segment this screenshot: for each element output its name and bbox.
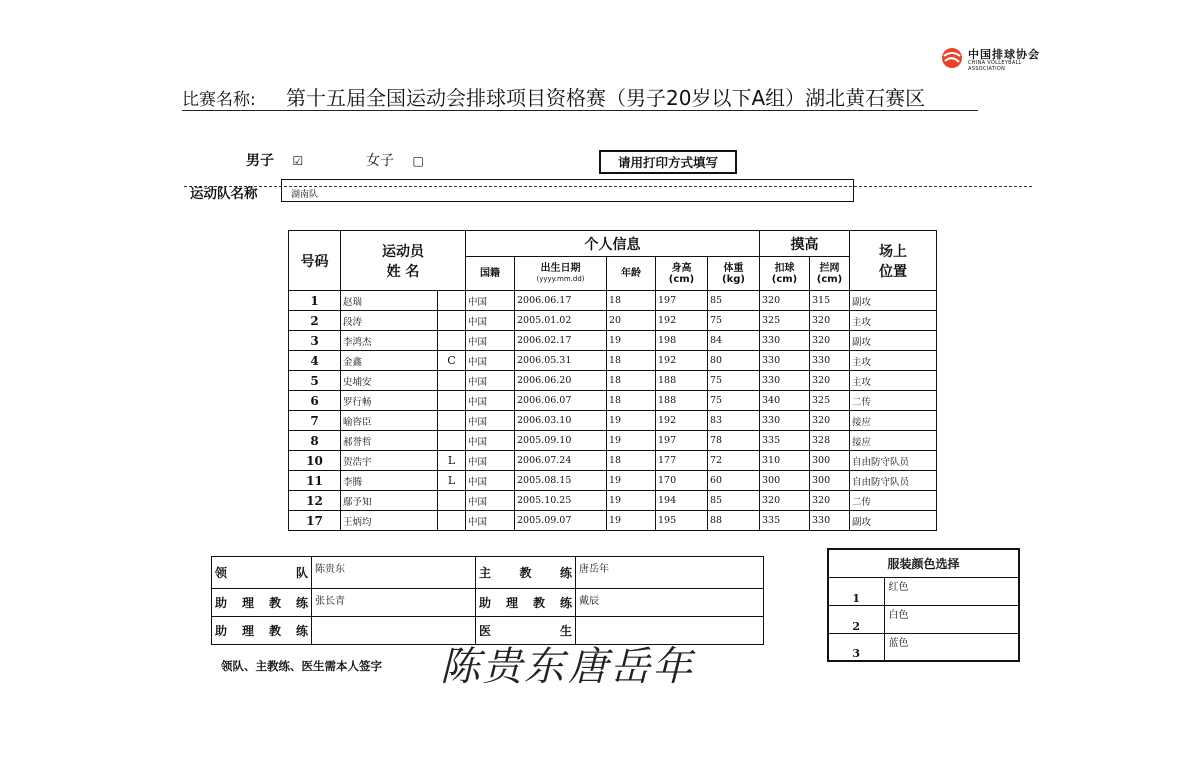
- header-athlete: [341, 231, 466, 291]
- player-birth-date[interactable]: 2006.06.07: [515, 391, 607, 411]
- logo-text: 中国排球协会: [968, 48, 1040, 61]
- player-weight[interactable]: 83: [708, 411, 760, 431]
- table-row: [289, 311, 937, 331]
- player-number[interactable]: 1: [289, 291, 341, 311]
- player-number[interactable]: 12: [289, 491, 341, 511]
- team-name-label: 运动队名称: [190, 186, 258, 202]
- player-name[interactable]: 史埔安: [341, 371, 438, 391]
- header-height-unit: (cm): [668, 273, 695, 285]
- table-row: [289, 511, 937, 531]
- header-block-label: 拦网: [819, 262, 840, 274]
- player-age[interactable]: 18: [607, 291, 656, 311]
- player-weight[interactable]: 75: [708, 391, 760, 411]
- player-weight[interactable]: 85: [708, 291, 760, 311]
- color-option-number: 1: [828, 577, 884, 605]
- player-nationality[interactable]: 中国: [466, 431, 515, 451]
- color-option-number: 3: [828, 633, 884, 661]
- player-age[interactable]: 18: [607, 391, 656, 411]
- player-number[interactable]: 8: [289, 431, 341, 451]
- player-role-mark[interactable]: [438, 511, 466, 531]
- leader-label: 领 队: [212, 557, 312, 589]
- player-name[interactable]: 喻咨臣: [341, 411, 438, 431]
- association-logo: [940, 46, 1060, 72]
- player-position[interactable]: 接应: [850, 411, 937, 431]
- header-nationality: 国籍: [466, 257, 515, 291]
- player-nationality[interactable]: 中国: [466, 411, 515, 431]
- header-age: 年龄: [607, 257, 656, 291]
- player-spike-reach[interactable]: 330: [760, 351, 810, 371]
- player-height[interactable]: 197: [656, 431, 708, 451]
- table-row: [289, 371, 937, 391]
- player-block-reach[interactable]: 320: [810, 331, 850, 351]
- player-block-reach[interactable]: 320: [810, 411, 850, 431]
- player-nationality[interactable]: 中国: [466, 471, 515, 491]
- player-height[interactable]: 177: [656, 451, 708, 471]
- player-spike-reach[interactable]: 325: [760, 311, 810, 331]
- leader-signature: 陈贵东: [440, 644, 566, 690]
- head-coach-name-field[interactable]: 唐岳年: [576, 557, 764, 589]
- table-row: [289, 431, 937, 451]
- header-weight: [708, 257, 760, 291]
- player-birth-date[interactable]: 2005.01.02: [515, 311, 607, 331]
- player-birth-date[interactable]: 2006.07.24: [515, 451, 607, 471]
- player-weight[interactable]: 72: [708, 451, 760, 471]
- player-position[interactable]: 主攻: [850, 371, 937, 391]
- player-position[interactable]: 主攻: [850, 311, 937, 331]
- player-number[interactable]: 7: [289, 411, 341, 431]
- player-spike-reach[interactable]: 310: [760, 451, 810, 471]
- player-spike-reach[interactable]: 335: [760, 511, 810, 531]
- player-name[interactable]: 李腾: [341, 471, 438, 491]
- player-age[interactable]: 20: [607, 311, 656, 331]
- player-position[interactable]: 自由防守队员: [850, 451, 937, 471]
- table-row: [289, 491, 937, 511]
- player-name[interactable]: 李鸿杰: [341, 331, 438, 351]
- head-coach-signature: 唐岳年: [568, 644, 694, 690]
- uniform-color-table: [827, 548, 1020, 662]
- player-height[interactable]: 192: [656, 351, 708, 371]
- player-spike-reach[interactable]: 340: [760, 391, 810, 411]
- player-birth-date[interactable]: 2006.06.17: [515, 291, 607, 311]
- header-position-line2: 位置: [879, 263, 907, 280]
- player-age[interactable]: 19: [607, 511, 656, 531]
- header-spike: [760, 257, 810, 291]
- header-personal-info: 个人信息: [466, 231, 760, 257]
- player-spike-reach[interactable]: 335: [760, 431, 810, 451]
- male-checkbox[interactable]: ☑: [292, 154, 304, 168]
- header-block-unit: (cm): [816, 273, 843, 285]
- player-number[interactable]: 2: [289, 311, 341, 331]
- player-block-reach[interactable]: 320: [810, 311, 850, 331]
- roster-table: [288, 230, 937, 531]
- head-coach-label: 主 教 练: [476, 557, 576, 589]
- color-option-number: 2: [828, 605, 884, 633]
- player-height[interactable]: 192: [656, 311, 708, 331]
- player-nationality[interactable]: 中国: [466, 311, 515, 331]
- assistant-coach-2-label: 助 理 教 练: [476, 589, 576, 617]
- player-block-reach[interactable]: 300: [810, 451, 850, 471]
- competition-name-label: 比赛名称:: [182, 90, 256, 110]
- logo-subtext: CHINA VOLLEYBALL ASSOCIATION: [968, 60, 1022, 72]
- player-block-reach[interactable]: 330: [810, 511, 850, 531]
- player-number[interactable]: 3: [289, 331, 341, 351]
- player-position[interactable]: 副攻: [850, 291, 937, 311]
- player-name[interactable]: 鄢予知: [341, 491, 438, 511]
- player-age[interactable]: 19: [607, 411, 656, 431]
- player-role-mark[interactable]: L: [438, 471, 466, 491]
- leader-name-field[interactable]: 陈贵东: [312, 557, 476, 589]
- player-spike-reach[interactable]: 330: [760, 371, 810, 391]
- assistant-coach-3-label: 助 理 教 练: [212, 617, 312, 645]
- assistant-coach-label: 助 理 教 练: [212, 589, 312, 617]
- player-weight[interactable]: 84: [708, 331, 760, 351]
- player-nationality[interactable]: 中国: [466, 511, 515, 531]
- header-birth-date: [515, 257, 607, 291]
- player-height[interactable]: 188: [656, 371, 708, 391]
- player-nationality[interactable]: 中国: [466, 291, 515, 311]
- player-number[interactable]: 17: [289, 511, 341, 531]
- player-age[interactable]: 19: [607, 491, 656, 511]
- signature-instruction: 领队、主教练、医生需本人签字: [221, 659, 382, 673]
- player-height[interactable]: 195: [656, 511, 708, 531]
- player-nationality[interactable]: 中国: [466, 491, 515, 511]
- player-weight[interactable]: 78: [708, 431, 760, 451]
- player-weight[interactable]: 80: [708, 351, 760, 371]
- player-role-mark[interactable]: L: [438, 451, 466, 471]
- team-name-field[interactable]: 湖南队: [281, 179, 854, 202]
- player-role-mark[interactable]: [438, 391, 466, 411]
- player-position[interactable]: 自由防守队员: [850, 471, 937, 491]
- player-weight[interactable]: 60: [708, 471, 760, 491]
- player-role-mark[interactable]: [438, 311, 466, 331]
- header-position: [850, 231, 937, 291]
- player-height[interactable]: 192: [656, 411, 708, 431]
- table-row: [289, 451, 937, 471]
- header-birth-date-label: 出生日期: [540, 262, 581, 274]
- player-position[interactable]: 主攻: [850, 351, 937, 371]
- player-block-reach[interactable]: 300: [810, 471, 850, 491]
- player-birth-date[interactable]: 2006.06.20: [515, 371, 607, 391]
- gender-male: [246, 150, 303, 170]
- player-age[interactable]: 19: [607, 431, 656, 451]
- player-nationality[interactable]: 中国: [466, 331, 515, 351]
- player-number[interactable]: 6: [289, 391, 341, 411]
- player-age[interactable]: 18: [607, 371, 656, 391]
- table-row: [289, 391, 937, 411]
- player-weight[interactable]: 88: [708, 511, 760, 531]
- color-option-value[interactable]: 蓝色: [884, 633, 1019, 661]
- doctor-label: 医 生: [476, 617, 576, 645]
- female-label: 女子: [366, 153, 394, 169]
- player-weight[interactable]: 85: [708, 491, 760, 511]
- player-role-mark[interactable]: C: [438, 351, 466, 371]
- table-row: [289, 331, 937, 351]
- player-block-reach[interactable]: 320: [810, 491, 850, 511]
- header-position-line1: 场上: [879, 243, 907, 260]
- header-spike-unit: (cm): [771, 273, 798, 285]
- title-underline: [182, 110, 978, 111]
- player-number[interactable]: 11: [289, 471, 341, 491]
- player-nationality[interactable]: 中国: [466, 451, 515, 471]
- player-height[interactable]: 198: [656, 331, 708, 351]
- player-spike-reach[interactable]: 320: [760, 491, 810, 511]
- player-weight[interactable]: 75: [708, 371, 760, 391]
- volleyball-logo-icon: [940, 46, 964, 70]
- color-option-value[interactable]: 红色: [884, 577, 1019, 605]
- header-reach: 摸高: [760, 231, 850, 257]
- header-height-label: 身高: [671, 262, 692, 274]
- player-birth-date[interactable]: 2005.09.10: [515, 431, 607, 451]
- table-row: [289, 411, 937, 431]
- player-nationality[interactable]: 中国: [466, 391, 515, 411]
- player-age[interactable]: 19: [607, 331, 656, 351]
- player-role-mark[interactable]: [438, 291, 466, 311]
- player-birth-date[interactable]: 2005.08.15: [515, 471, 607, 491]
- player-role-mark[interactable]: [438, 331, 466, 351]
- player-spike-reach[interactable]: 330: [760, 411, 810, 431]
- header-birth-date-format: (yyyy.mm.dd): [536, 274, 585, 283]
- table-row: [289, 351, 937, 371]
- assistant-coach-name-field[interactable]: 张长青: [312, 589, 476, 617]
- player-block-reach[interactable]: 330: [810, 351, 850, 371]
- player-position[interactable]: 副攻: [850, 511, 937, 531]
- header-number: 号码: [289, 231, 341, 291]
- player-birth-date[interactable]: 2005.10.25: [515, 491, 607, 511]
- player-name[interactable]: 段涛: [341, 311, 438, 331]
- player-age[interactable]: 19: [607, 471, 656, 491]
- player-block-reach[interactable]: 328: [810, 431, 850, 451]
- player-nationality[interactable]: 中国: [466, 351, 515, 371]
- player-role-mark[interactable]: [438, 431, 466, 451]
- player-weight[interactable]: 75: [708, 311, 760, 331]
- header-height: [656, 257, 708, 291]
- header-spike-label: 扣球: [774, 262, 795, 274]
- player-birth-date[interactable]: 2006.02.17: [515, 331, 607, 351]
- player-name[interactable]: 贺浩宇: [341, 451, 438, 471]
- player-birth-date[interactable]: 2005.09.07: [515, 511, 607, 531]
- staff-table: [211, 556, 764, 645]
- player-name[interactable]: 罗行畅: [341, 391, 438, 411]
- color-option-value[interactable]: 白色: [884, 605, 1019, 633]
- player-birth-date[interactable]: 2006.03.10: [515, 411, 607, 431]
- player-age[interactable]: 18: [607, 451, 656, 471]
- print-instruction-box: 请用打印方式填写: [599, 150, 737, 174]
- player-role-mark[interactable]: [438, 371, 466, 391]
- player-block-reach[interactable]: 325: [810, 391, 850, 411]
- player-nationality[interactable]: 中国: [466, 371, 515, 391]
- gender-female: [366, 150, 424, 170]
- player-role-mark[interactable]: [438, 491, 466, 511]
- player-name[interactable]: 金鑫: [341, 351, 438, 371]
- player-position[interactable]: 二传: [850, 391, 937, 411]
- player-birth-date[interactable]: 2006.05.31: [515, 351, 607, 371]
- header-weight-unit: (kg): [722, 273, 745, 285]
- player-block-reach[interactable]: 315: [810, 291, 850, 311]
- player-name[interactable]: 王炳均: [341, 511, 438, 531]
- assistant-coach-2-name-field[interactable]: 戴辰: [576, 589, 764, 617]
- player-age[interactable]: 18: [607, 351, 656, 371]
- player-name[interactable]: 郝誉哲: [341, 431, 438, 451]
- player-number[interactable]: 5: [289, 371, 341, 391]
- header-athlete-line1: 运动员: [382, 243, 424, 260]
- player-role-mark[interactable]: [438, 411, 466, 431]
- header-athlete-line2: 姓 名: [386, 263, 420, 280]
- male-label: 男子: [246, 153, 274, 169]
- player-position[interactable]: 副攻: [850, 331, 937, 351]
- player-position[interactable]: 二传: [850, 491, 937, 511]
- table-row: [289, 291, 937, 311]
- player-number[interactable]: 10: [289, 451, 341, 471]
- player-block-reach[interactable]: 320: [810, 371, 850, 391]
- competition-name: 第十五届全国运动会排球项目资格赛（男子20岁以下A组）湖北黄石赛区: [286, 86, 926, 110]
- uniform-color-title: 服装颜色选择: [828, 549, 1019, 577]
- player-number[interactable]: 4: [289, 351, 341, 371]
- player-spike-reach[interactable]: 330: [760, 331, 810, 351]
- player-height[interactable]: 197: [656, 291, 708, 311]
- player-spike-reach[interactable]: 320: [760, 291, 810, 311]
- player-position[interactable]: 接应: [850, 431, 937, 451]
- player-height[interactable]: 194: [656, 491, 708, 511]
- header-block: [810, 257, 850, 291]
- table-row: [289, 471, 937, 491]
- player-height[interactable]: 170: [656, 471, 708, 491]
- player-spike-reach[interactable]: 300: [760, 471, 810, 491]
- player-name[interactable]: 赵瑞: [341, 291, 438, 311]
- player-height[interactable]: 188: [656, 391, 708, 411]
- female-checkbox[interactable]: □: [412, 154, 424, 168]
- header-weight-label: 体重: [723, 262, 744, 274]
